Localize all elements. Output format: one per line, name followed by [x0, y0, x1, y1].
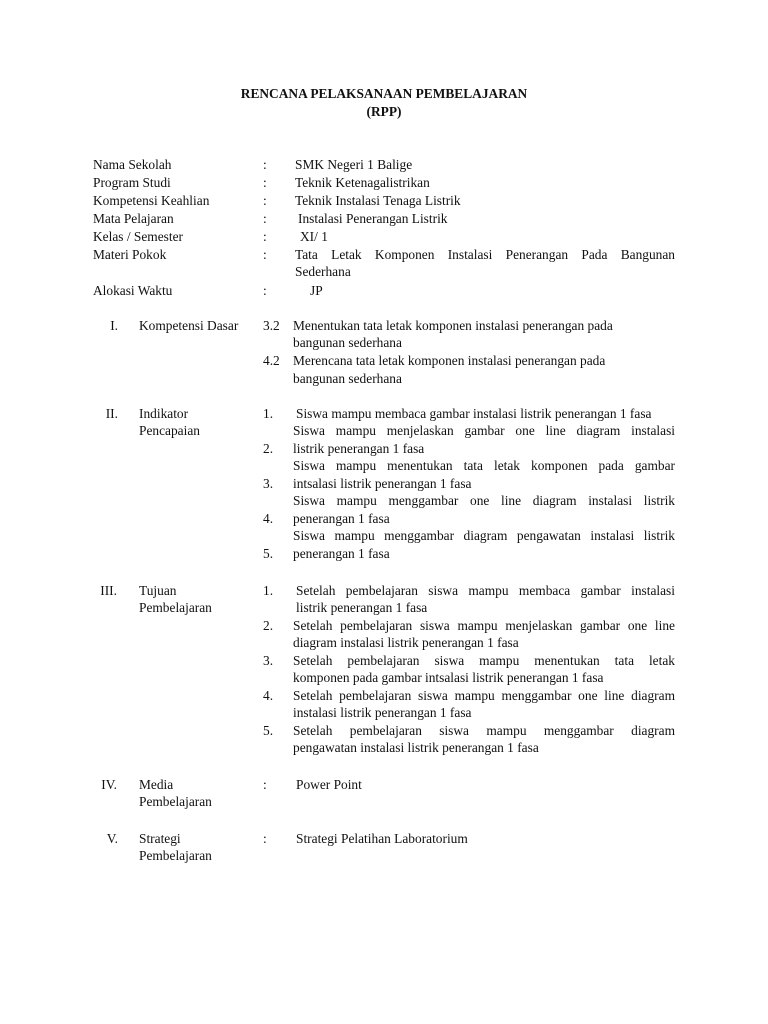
item-colon: : — [263, 777, 267, 792]
identity-row-time — [0, 282, 768, 300]
identity-row-program — [0, 174, 768, 192]
identity-label: Program Studi — [93, 175, 171, 190]
identity-value: Teknik Instalasi Tenaga Listrik — [295, 193, 461, 208]
identity-label: Mata Pelajaran — [93, 211, 174, 226]
item-text: pengawatan instalasi listrik penerangan 1 fasa — [293, 740, 539, 755]
item-text: listrik penerangan 1 fasa — [296, 600, 428, 615]
item-text: intsalasi listrik penerangan 1 fasa — [293, 476, 472, 491]
item-text: Setelah pembelajaran siswa mampu menggambar one line diagram — [293, 688, 675, 703]
item-text: Setelah pembelajaran siswa mampu menggambar diagram — [293, 723, 675, 738]
item-text: Setelah pembelajaran siswa mampu menjelaskan gambar one line — [293, 618, 675, 633]
item-number: 3. — [263, 653, 274, 668]
item-text: komponen pada gambar intsalasi listrik penerangan 1 fasa — [293, 670, 604, 685]
identity-colon: : — [263, 193, 267, 208]
item-number: 1. — [263, 583, 274, 598]
section-label: Pembelajaran — [139, 848, 212, 863]
identity-colon: : — [263, 211, 267, 226]
item-number: 3. — [263, 476, 274, 491]
section-label: Strategi — [139, 831, 181, 846]
section-number: II. — [105, 406, 118, 421]
item-text: bangunan sederhana — [293, 371, 402, 386]
item-text: Siswa mampu menjelaskan gambar one line diagram instalasi — [293, 423, 675, 438]
item-text: Strategi Pelatihan Laboratorium — [296, 831, 468, 846]
identity-colon: : — [263, 157, 267, 172]
identity-label: Kompetensi Keahlian — [93, 193, 210, 208]
identity-value: Tata Letak Komponen Instalasi Penerangan Pada Bangunan — [295, 247, 675, 262]
item-number: 2. — [263, 618, 274, 633]
item-number: 1. — [263, 406, 274, 421]
item-text: Menentukan tata letak komponen instalasi penerangan pada — [293, 318, 613, 333]
item-text: penerangan 1 fasa — [293, 546, 390, 561]
item-number: 2. — [263, 441, 274, 456]
item-number: 4. — [263, 511, 274, 526]
identity-value: Teknik Ketenagalistrikan — [295, 175, 430, 190]
section-label: Media — [139, 777, 174, 792]
item-text: Siswa mampu menentukan tata letak komponen pada gambar — [293, 458, 675, 473]
section-indikator — [0, 405, 768, 565]
identity-label: Kelas / Semester — [93, 229, 183, 244]
section-media — [0, 776, 768, 812]
identity-value: XI/ 1 — [300, 229, 328, 244]
identity-value: SMK Negeri 1 Balige — [295, 157, 413, 172]
section-label: Indikator — [139, 406, 189, 421]
item-text: listrik penerangan 1 fasa — [293, 441, 425, 456]
item-text: Power Point — [296, 777, 362, 792]
section-label: Kompetensi Dasar — [139, 318, 239, 333]
item-text: penerangan 1 fasa — [293, 511, 390, 526]
identity-row-topic — [0, 246, 768, 264]
section-number: III. — [100, 583, 117, 598]
identity-colon: : — [263, 247, 267, 262]
document-subtitle: (RPP) — [366, 104, 402, 119]
item-text: diagram instalasi listrik penerangan 1 fasa — [293, 635, 519, 650]
item-text: Merencana tata letak komponen instalasi penerangan pada — [293, 353, 606, 368]
item-text: bangunan sederhana — [293, 335, 402, 350]
identity-colon: : — [263, 229, 267, 244]
item-text: Siswa mampu menggambar one line diagram instalasi listrik — [293, 493, 675, 508]
identity-value: Instalasi Penerangan Listrik — [298, 211, 448, 226]
item-number: 4. — [263, 688, 274, 703]
identity-row-class — [0, 228, 768, 246]
item-number: 4.2 — [263, 353, 280, 368]
item-number: 5. — [263, 723, 274, 738]
section-strategi — [0, 830, 768, 866]
identity-value: Sederhana — [295, 264, 351, 279]
item-text: instalasi listrik penerangan 1 fasa — [293, 705, 472, 720]
item-number: 3.2 — [263, 318, 280, 333]
section-number: IV. — [101, 777, 117, 792]
document-title: RENCANA PELAKSANAAN PEMBELAJARAN — [240, 86, 528, 101]
identity-value: JP — [310, 283, 323, 298]
identity-label: Alokasi Waktu — [93, 283, 173, 298]
item-text: Siswa mampu menggambar diagram pengawatan instalasi listrik — [293, 528, 675, 543]
item-number: 5. — [263, 546, 274, 561]
identity-row-topic-cont — [0, 263, 768, 281]
identity-row-subject — [0, 210, 768, 228]
section-kompetensi-dasar — [0, 317, 768, 389]
identity-row-school — [0, 156, 768, 174]
identity-label: Nama Sekolah — [93, 157, 172, 172]
identity-colon: : — [263, 283, 267, 298]
section-label: Pembelajaran — [139, 600, 212, 615]
identity-row-competency — [0, 192, 768, 210]
section-label: Pencapaian — [139, 423, 200, 438]
section-label: Pembelajaran — [139, 794, 212, 809]
identity-colon: : — [263, 175, 267, 190]
identity-label: Materi Pokok — [93, 247, 167, 262]
item-text: Siswa mampu membaca gambar instalasi listrik penerangan 1 fasa — [296, 406, 652, 421]
section-tujuan — [0, 582, 768, 762]
section-number: I. — [110, 318, 118, 333]
section-label: Tujuan — [139, 583, 177, 598]
section-number: V. — [106, 831, 118, 846]
item-text: Setelah pembelajaran siswa mampu membaca gambar instalasi — [296, 583, 675, 598]
item-text: Setelah pembelajaran siswa mampu menentukan tata letak — [293, 653, 675, 668]
item-colon: : — [263, 831, 267, 846]
